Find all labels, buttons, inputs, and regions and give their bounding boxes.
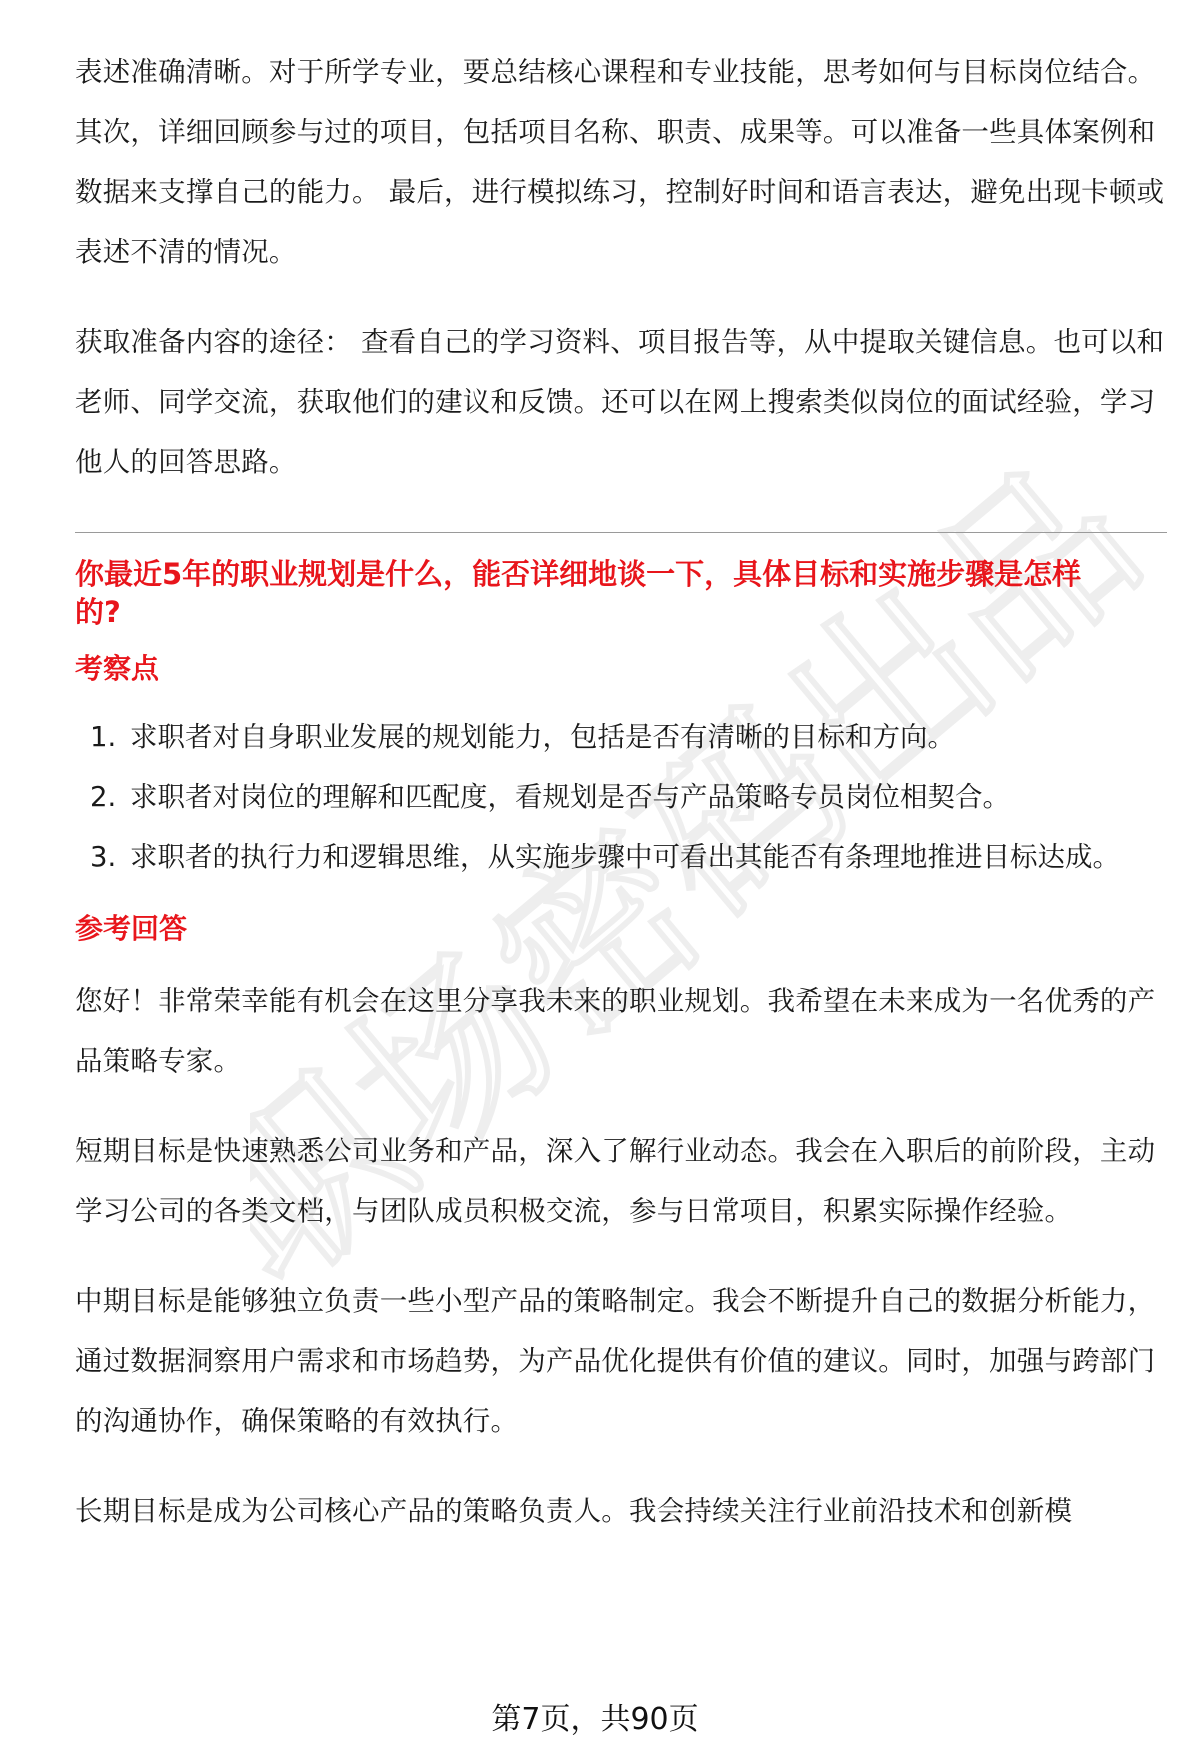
list-item-text: 求职者对岗位的理解和匹配度，看规划是否与产品策略专员岗位相契合。 bbox=[130, 781, 1010, 813]
list-item bbox=[75, 827, 1170, 887]
list-item bbox=[75, 767, 1170, 827]
intro-paragraph-2: 获取准备内容的途径： 查看自己的学习资料、项目报告等，从中提取关键信息。也可以和老师、同学交流，获取他们的建议和反馈。还可以在网上搜索类似岗位的面试经验，学习他人的回答思路。 bbox=[75, 326, 1165, 478]
document-page bbox=[75, 42, 1170, 1541]
question-title: 你最近5年的职业规划是什么，能否详细地谈一下，具体目标和实施步骤是怎样的? bbox=[75, 557, 1082, 629]
watermark-text: 职场密码出品 bbox=[250, 460, 1150, 1327]
answer-heading: 参考回答 bbox=[75, 912, 188, 945]
answer-paragraph-3: 中期目标是能够独立负责一些小型产品的策略制定。我会不断提升自己的数据分析能力，通过数据洞察用户需求和市场趋势，为产品优化提供有价值的建议。同时，加强与跨部门的沟通协作，确保策略的有效执行。 bbox=[75, 1285, 1156, 1437]
answer-paragraph-2: 短期目标是快速熟悉公司业务和产品，深入了解行业动态。我会在入职后的前阶段，主动学习公司的各类文档，与团队成员积极交流，参与日常项目，积累实际操作经验。 bbox=[75, 1135, 1156, 1227]
page-number: 第7页，共90页 bbox=[491, 1702, 699, 1737]
list-item bbox=[75, 707, 1170, 767]
list-number: 2. bbox=[90, 781, 117, 813]
intro-paragraph-1: 表述准确清晰。对于所学专业，要总结核心课程和专业技能，思考如何与目标岗位结合。 其次，详细回顾参与过的项目，包括项目名称、职责、成果等。可以准备一些具体案例和数据来支撑自己的能力。 最后，进行模拟练习，控制好时间和语言表达，避免出现卡顿或表述不清的情况。 bbox=[75, 56, 1165, 268]
section-divider bbox=[75, 532, 1167, 533]
points-list bbox=[75, 707, 1170, 887]
list-number: 3. bbox=[90, 841, 117, 873]
list-number: 1. bbox=[90, 721, 117, 753]
points-heading: 考察点 bbox=[75, 652, 160, 685]
answer-paragraph-1: 您好！非常荣幸能有机会在这里分享我未来的职业规划。我希望在未来成为一名优秀的产品策略专家。 bbox=[75, 985, 1156, 1077]
list-item-text: 求职者对自身职业发展的规划能力，包括是否有清晰的目标和方向。 bbox=[130, 721, 955, 753]
list-item-text: 求职者的执行力和逻辑思维，从实施步骤中可看出其能否有条理地推进目标达成。 bbox=[130, 841, 1120, 873]
answer-paragraph-4: 长期目标是成为公司核心产品的策略负责人。我会持续关注行业前沿技术和创新模 bbox=[75, 1495, 1073, 1527]
